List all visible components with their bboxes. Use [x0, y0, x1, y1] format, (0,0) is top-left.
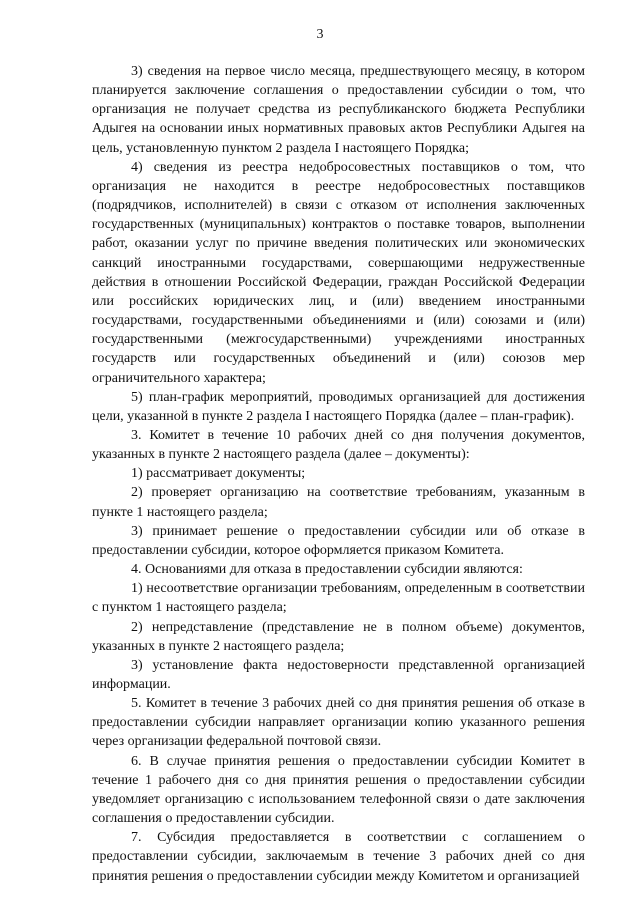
paragraph-clause-3: 3. Комитет в течение 10 рабочих дней со дня получения документов, указанных в пункте 2 настоящего раздела (далее – документы):	[92, 427, 585, 463]
paragraph-clause-5: 5. Комитет в течение 3 рабочих дней со дня принятия решения об отказе в предоставлении субсидии направляет организации копию указанного решения через организации федеральной почтовой связи.	[92, 696, 585, 750]
paragraph-clause-4-item-2: 2) непредставление (представление не в полном объеме) документов, указанных в пункте 2 настоящего раздела;	[92, 619, 585, 654]
paragraph-clause-4-item-3: 3) установление факта недостоверности представленной организацией информации.	[92, 657, 585, 692]
paragraph-clause-3-item-1: 1) рассматривает документы;	[131, 466, 306, 482]
paragraph-item-4-registry: 4) сведения из реестра недобросовестных поставщиков о том, что организация не находится в реестре недобросовестных поставщиков (подрядчиков, исполнителей) в связи с отказом от исполнения заключенных государственных (муниципальных) контрактов о поставке товаров, выполнении работ, оказании услуг по причине введения политических или экономических санкций иностранными государствами, совершающими недружественные действия в отношении Российской Федерации, граждан Российской Федерации или российских юридических лиц, и (или) введением иностранными государствами, государственными объединениями и (или) союзами и (или) государственными (межгосударственными) учреждениями иностранных государств или государственных объединений и (или) союзов мер ограничительного характера;	[92, 159, 585, 386]
paragraph-clause-6: 6. В случае принятия решения о предоставлении субсидии Комитет в течение 1 рабочего дня со дня принятия решения о предоставлении субсидии уведомляет организацию с использованием телефонной связи о дате заключения соглашения о предоставлении субсидии.	[92, 753, 585, 827]
paragraph-item-5-schedule: 5) план-график мероприятий, проводимых организацией для достижения цели, указанной в пункте 2 раздела I настоящего Порядка (далее – план-график).	[92, 389, 585, 424]
page-number: 3	[316, 27, 324, 42]
paragraph-clause-3-item-2: 2) проверяет организацию на соответствие требованиям, указанным в пункте 1 настоящего раздела;	[92, 485, 585, 520]
paragraph-clause-7: 7. Субсидия предоставляется в соответствии с соглашением о предоставлении субсидии, заключаемым в течение 3 рабочих дней со дня принятия решения о предоставлении субсидии между Комитетом и организацией	[92, 830, 585, 884]
document-body	[92, 62, 585, 886]
paragraph-clause-3-item-3: 3) принимает решение о предоставлении субсидии или об отказе в предоставлении субсидии, которое оформляется приказом Комитета.	[92, 523, 585, 558]
paragraph-clause-4: 4. Основаниями для отказа в предоставлении субсидии являются:	[131, 562, 523, 578]
paragraph-item-3-info-budget: 3) сведения на первое число месяца, предшествующего месяцу, в котором планируется заключение соглашения о предоставлении субсидии о том, что организация не получает средства из республиканского бюджета Республики Адыгея на основании иных нормативных правовых актов Республики Адыгея на цель, установленную пунктом 2 раздела I настоящего Порядка;	[92, 64, 585, 156]
paragraph-clause-4-item-1: 1) несоответствие организации требованиям, определенным в соответствии с пунктом 1 настоящего раздела;	[92, 581, 585, 616]
